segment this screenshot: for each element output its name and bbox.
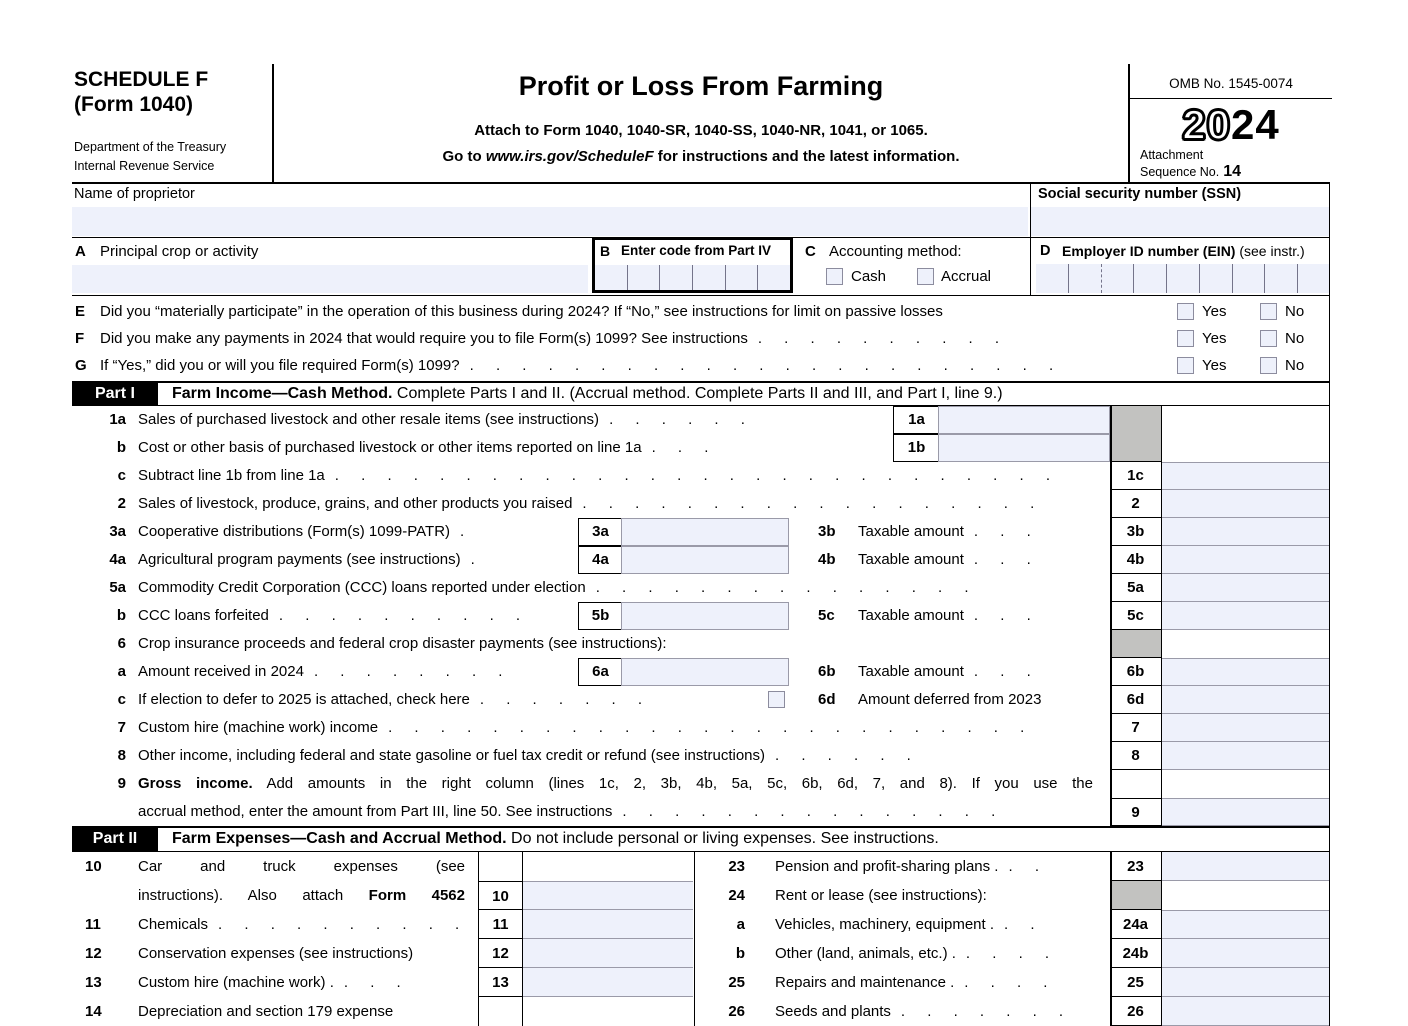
code-cell-4[interactable] [692,265,725,290]
line-6b-label: Taxable amount . . . [858,663,1032,680]
ein-cell-5[interactable] [1166,264,1199,293]
line-9-row-2 [72,798,1330,826]
line-9-label-line1: Gross income. Add amounts in the right column (lines 1c, 2, 3b, 4b, 5a, 5c, 6b, 6d, 7, and 8). If you use the [138,775,1093,792]
line-1a-box-label: 1a [893,406,940,434]
dot-leader: . . . . . . . . [313,663,504,680]
line-23-label: Pension and profit-sharing plans . . . [775,858,1040,875]
part2-badge: Part II [72,828,158,851]
part2-row-3 [72,910,1330,939]
line-number: b [116,439,126,456]
question-e-no-label: No [1285,303,1305,320]
line-number: 7 [117,719,126,736]
line-number: 5a [109,579,126,596]
goto-suffix: for instructions and the latest information. [653,148,960,165]
dot-leader: . . . . . . . . . . . . . . . [622,803,997,820]
line-26-label: Seeds and plants . . . . . . . [775,1003,1065,1020]
line-4b-amount-input[interactable] [1162,546,1330,574]
proprietor-name-label: Name of proprietor [74,186,195,202]
schedule-name: SCHEDULE F [74,68,209,91]
line-5a-amount-input[interactable] [1162,574,1330,602]
dot-leader: . . . [973,523,1032,540]
form-title: Profit or Loss From Farming [518,71,884,101]
line-3b-number: 3b [818,523,836,540]
ein-cell-9[interactable] [1297,264,1330,293]
line-4a-box-label: 4a [578,546,623,574]
line-8-box-label: 8 [1110,742,1162,770]
part2-row-1 [72,852,1330,881]
dot-leader: . . . . . . [609,411,746,428]
ein-cell-7[interactable] [1232,264,1265,293]
code-cell-5[interactable] [725,265,758,290]
proprietor-name-input[interactable] [72,207,1028,236]
question-g-no-checkbox[interactable] [1260,357,1277,374]
line-5a-label: Commodity Credit Corporation (CCC) loans reported under election . . . . . . . . . . . . . . . [138,579,970,596]
line-5a-row [72,574,1330,602]
line-5c-amount-input[interactable] [1162,602,1330,630]
field-b-letter: B [600,243,611,259]
question-f-letter: F [75,330,85,347]
line-12-amount-input[interactable] [523,939,693,968]
line-1c-amount-input[interactable] [1162,462,1330,490]
dot-leader: . . . . [965,945,1051,962]
line-number: 23 [728,858,745,875]
part1-badge: Part I [72,383,158,405]
dot-leader: . [470,551,476,568]
tax-year-outline-digits: 20 [1182,101,1231,148]
line-2-row [72,490,1330,518]
line-number: 24 [728,887,745,904]
line-number: 14 [85,1003,102,1020]
line-5b-box-label: 5b [578,602,623,630]
line-6a-row [72,658,1330,686]
line-1b-amount-input[interactable] [938,434,1110,462]
field-c-label: Accounting method: [829,243,962,260]
ein-input[interactable] [1036,264,1330,293]
line-11-label: Chemicals . . . . . . . . . . [138,916,461,933]
dot-leader: . [460,523,466,540]
ein-cell-6[interactable] [1199,264,1232,293]
line-10-box-label: 10 [478,881,523,910]
line-24b-label: Other (land, animals, etc.) . . . . . [775,945,1051,962]
line-1a-row [72,406,1330,434]
line-7-row [72,714,1330,742]
part2-title: Farm Expenses—Cash and Accrual Method. Do not include personal or living expenses. See instructions. [172,830,939,847]
question-e-letter: E [75,303,86,320]
code-cell-2[interactable] [627,265,660,290]
line-9-amount-input[interactable] [1162,798,1330,826]
dot-leader: . . . . . . . . . . . . . . . . . . . . . . . [469,357,1055,374]
line-24a-amount-input[interactable] [1162,910,1330,939]
part2-row-5 [72,968,1330,997]
part2-row-2 [72,881,1330,910]
line-3a-row [72,518,1330,546]
line-1c-label: Subtract line 1b from line 1a . . . . . . . . . . . . . . . . . . . . . . . . . . . . [138,467,1051,484]
shaded-cell [1110,881,1162,910]
line-1b-box-label: 1b [893,434,940,462]
line-6d-box-label: 6d [1110,686,1162,714]
line-6c-label: If election to defer to 2025 is attached, check here . . . . . . . [138,691,644,708]
line-3b-label: Taxable amount . . . [858,523,1032,540]
line-6b-box-label: 6b [1110,658,1162,686]
line-2-label: Sales of livestock, produce, grains, and other products you raised . . . . . . . . . . . . . . . . . . [138,495,1036,512]
ssn-label: Social security number (SSN) [1038,186,1242,202]
part1-title: Farm Income—Cash Method. Complete Parts I and II. (Accrual method. Complete Parts II and III, and Part I, line 9.) [172,385,1003,402]
line-number: c [117,467,126,484]
line-5c-label: Taxable amount . . . [858,607,1032,624]
line-10-label-line2: instructions). Also attach Form 4562 [138,887,465,904]
form-id-block [72,64,274,182]
ein-cell-2[interactable] [1068,264,1101,293]
department-line-1: Department of the Treasury [74,140,227,154]
defer-election-checkbox[interactable] [768,691,785,708]
line-number: 13 [85,974,102,991]
part1-amount-column-rule [1110,406,1112,826]
line-8-label: Other income, including federal and state gasoline or fuel tax credit or refund (see instructions) . . . . . . [138,747,912,764]
form-number: (Form 1040) [74,93,194,116]
line-13-label: Custom hire (machine work) . . . . [138,974,402,991]
line-number: 3a [109,523,126,540]
empty-box-cell [478,852,523,881]
sequence-number: 14 [1223,163,1242,180]
line-6a-label: Amount received in 2024 . . . . . . . . [138,663,504,680]
code-cell-3[interactable] [659,265,692,290]
proprietor-row [72,182,1330,238]
code-cell-6[interactable] [757,265,790,290]
line-6c-row [72,686,1330,714]
line-3b-amount-input[interactable] [1162,518,1330,546]
empty-box-cell [1110,770,1162,798]
line-number: 11 [85,916,101,933]
line-25-box-label: 25 [1110,968,1162,997]
line-3a-amount-input[interactable] [621,518,789,546]
dot-leader: . . . [651,439,710,456]
line-9-box-label: 9 [1110,798,1162,826]
dot-leader: . . . [973,663,1032,680]
cash-checkbox[interactable] [826,268,843,285]
question-g-no-label: No [1285,357,1305,374]
question-g-text: If “Yes,” did you or will you file required Form(s) 1099? . . . . . . . . . . . . . . . . . . . . . . . [100,357,1055,374]
line-4a-label: Agricultural program payments (see instructions) . [138,551,476,568]
line-7-label: Custom hire (machine work) income . . . . . . . . . . . . . . . . . . . . . . . . . [138,719,1026,736]
question-e-yes-checkbox[interactable] [1177,303,1194,320]
line-3b-box-label: 3b [1110,518,1162,546]
part2-row-6 [72,997,1330,1026]
line-5a-box-label: 5a [1110,574,1162,602]
empty-box-cell [478,997,523,1026]
code-cell-1[interactable] [595,265,627,290]
goto-prefix: Go to [442,148,486,165]
question-e-yes-label: Yes [1202,303,1227,320]
question-f-no-checkbox[interactable] [1260,330,1277,347]
line-6d-label: Amount deferred from 2023 [858,691,1042,708]
question-f-yes-label: Yes [1202,330,1227,347]
question-g-yes-label: Yes [1202,357,1227,374]
line-9-row-1 [72,770,1330,798]
principal-crop-input[interactable] [72,265,588,293]
line-4a-row [72,546,1330,574]
line-number: a [736,916,745,933]
sequence-label: Sequence No. 14 [1140,163,1242,180]
line-12-label: Conservation expenses (see instructions) [138,939,423,968]
line-6-label: Crop insurance proceeds and federal crop disaster payments (see instructions): [138,635,667,652]
line-6a-box-label: 6a [578,658,623,686]
part-iv-code-input[interactable] [595,265,790,290]
field-a-letter: A [75,243,86,260]
line-6b-number: 6b [818,663,836,680]
line-8-row [72,742,1330,770]
line-number: 4a [109,551,126,568]
line-24a-label: Vehicles, machinery, equipment . . . [775,916,1036,933]
right-edge-rule [1329,182,1331,1026]
line-number: 10 [85,858,102,875]
line-5c-number: 5c [818,607,835,624]
line-1c-row [72,462,1330,490]
part2-header-bar [72,826,1330,852]
omb-divider [1130,98,1332,99]
accrual-checkbox[interactable] [917,268,934,285]
dot-leader: . . . . . . . [479,691,644,708]
line-3a-label: Cooperative distributions (Form(s) 1099-PATR) . [138,523,466,540]
dot-leader: . . . . . . . . . . . . . . . . . . . . . . . . . [388,719,1026,736]
part2-middle-divider [694,852,696,1026]
ssn-column-divider [1030,182,1031,295]
line-5b-amount-input[interactable] [621,602,789,630]
line-number: 12 [85,945,102,962]
tax-year-bold-digits: 24 [1231,101,1280,148]
line-2-box-label: 2 [1110,490,1162,518]
dot-leader: . . . [973,607,1032,624]
line-1b-row [72,434,1330,462]
line-1c-box-label: 1c [1110,462,1162,490]
dot-leader: . . . . . . . . . . [218,916,461,933]
field-d-letter: D [1040,243,1051,259]
line-12-box-label: 12 [478,939,523,968]
dot-leader: . . [1004,916,1036,933]
line-26-amount-input[interactable] [1162,997,1330,1026]
dot-leader: . . . . . . . . . . . . . . . . . . . . . . . . . . . . [334,467,1051,484]
line-3a-box-label: 3a [578,518,623,546]
line-25-amount-input[interactable] [1162,968,1330,997]
line-10-amount-input[interactable] [523,881,693,910]
part2-row-4 [72,939,1330,968]
department-line-2: Internal Revenue Service [74,159,215,173]
line-5c-box-label: 5c [1110,602,1162,630]
irs-url-link[interactable]: www.irs.gov/ScheduleF [485,148,654,165]
shaded-cell [1110,630,1162,658]
dot-leader: . . . . . . . . . . . . . . . [595,579,970,596]
line-24b-box-label: 24b [1110,939,1162,968]
line-number: 25 [728,974,745,991]
abcd-row [72,237,1330,296]
line-number: 8 [117,747,126,764]
line-1a-label: Sales of purchased livestock and other resale items (see instructions) . . . . . . [138,411,746,428]
cash-label: Cash [851,268,887,285]
line-7-box-label: 7 [1110,714,1162,742]
question-g-letter: G [75,357,87,374]
attachment-label: Attachment [1140,148,1204,162]
line-13-box-label: 13 [478,968,523,997]
line-11-amount-input[interactable] [523,910,693,939]
shaded-cell [1110,434,1162,462]
question-g-row [72,352,1330,379]
dot-leader: . . . [343,974,402,991]
tax-year [1130,101,1332,149]
dot-leader: . . . . [964,974,1049,991]
line-number: b [735,945,745,962]
line-6d-number: 6d [818,691,836,708]
line-24a-box-label: 24a [1110,910,1162,939]
dot-leader [943,303,953,320]
question-g-yes-checkbox[interactable] [1177,357,1194,374]
shaded-cell [1110,406,1162,434]
dot-leader: . . [1008,858,1040,875]
line-24b-amount-input[interactable] [1162,939,1330,968]
line-number: 6 [117,635,126,652]
dot-leader: . . . . . . . . . . [278,607,522,624]
line-14-label: Depreciation and section 179 expense [138,1003,394,1020]
ein-cell-4[interactable] [1133,264,1166,293]
line-23-box-label: 23 [1110,852,1162,881]
line-5b-row [72,602,1330,630]
line-5b-label: CCC loans forfeited . . . . . . . . . . [138,607,522,624]
line-2-amount-input[interactable] [1162,490,1330,518]
attach-instruction: Attach to Form 1040, 1040-SR, 1040-SS, 1040-NR, 1041, or 1065. [474,122,928,139]
line-6a-amount-input[interactable] [621,658,789,686]
line-9-label-line2: accrual method, enter the amount from Part III, line 50. See instructions . . . . . . . . . . . . . . . [138,803,997,820]
line-7-amount-input[interactable] [1162,714,1330,742]
line-26-box-label: 26 [1110,997,1162,1026]
dot-leader [413,945,423,962]
dot-leader: . . . . . . . . . . . . . . . . . . [582,495,1036,512]
line-4b-box-label: 4b [1110,546,1162,574]
line-number: a [117,663,126,680]
omb-number: OMB No. 1545-0074 [1169,76,1293,91]
line-number: b [116,607,126,624]
dot-leader: . . . [973,551,1032,568]
field-b-box [592,237,793,293]
question-f-row [72,325,1330,352]
line-number: c [117,691,126,708]
field-a-label: Principal crop or activity [100,243,259,260]
dot-leader: . . . . . . . [900,1003,1065,1020]
goto-instruction [274,148,1128,165]
line-13-amount-input[interactable] [523,968,693,997]
line-6b-amount-input[interactable] [1162,658,1330,686]
ein-cell-3[interactable] [1101,264,1134,293]
line-number: 1a [109,411,126,428]
question-e-row [72,298,1330,325]
dot-leader: . . . . . . . . . . [757,330,1001,347]
line-10-label-line1: Car and truck expenses (see [138,858,465,875]
question-e-text: Did you “materially participate” in the operation of this business during 2024? If “No,” see instructions for limit on passive losses [100,298,953,325]
line-number: 2 [117,495,126,512]
dot-leader: . . . . . . [775,747,912,764]
question-f-text: Did you make any payments in 2024 that would require you to file Form(s) 1099? See instructions . . . . . . . . . . [100,330,1001,347]
ein-cell-8[interactable] [1264,264,1297,293]
line-24-label: Rent or lease (see instructions): [775,887,987,904]
line-11-box-label: 11 [478,910,523,939]
line-1a-amount-input[interactable] [938,406,1110,434]
line-4a-amount-input[interactable] [621,546,789,574]
line-23-amount-input[interactable] [1162,852,1330,881]
part1-header-bar [72,381,1330,406]
line-number: 26 [728,1003,745,1020]
question-e-no-checkbox[interactable] [1260,303,1277,320]
field-c-letter: C [805,243,816,260]
part2-amount-column-rule [1110,852,1112,1026]
omb-year-block [1128,64,1332,182]
form-header [72,64,1330,184]
field-d-label: Employer ID number (EIN) (see instr.) [1062,243,1305,259]
line-6d-amount-input[interactable] [1162,686,1330,714]
accrual-label: Accrual [941,268,992,285]
line-4b-label: Taxable amount . . . [858,551,1032,568]
line-number: 9 [117,775,126,792]
line-25-label: Repairs and maintenance . . . . . [775,974,1049,991]
question-f-yes-checkbox[interactable] [1177,330,1194,347]
form-title-block [274,64,1128,182]
field-b-label: Enter code from Part IV [621,243,772,258]
field-d-note: (see instr.) [1235,243,1305,259]
ein-cell-1[interactable] [1036,264,1068,293]
question-f-no-label: No [1285,330,1305,347]
line-8-amount-input[interactable] [1162,742,1330,770]
ssn-input[interactable] [1031,207,1330,236]
line-1b-label: Cost or other basis of purchased livestock or other items reported on line 1a . . . [138,439,710,456]
line-4b-number: 4b [818,551,836,568]
line-6-row [72,630,1330,658]
